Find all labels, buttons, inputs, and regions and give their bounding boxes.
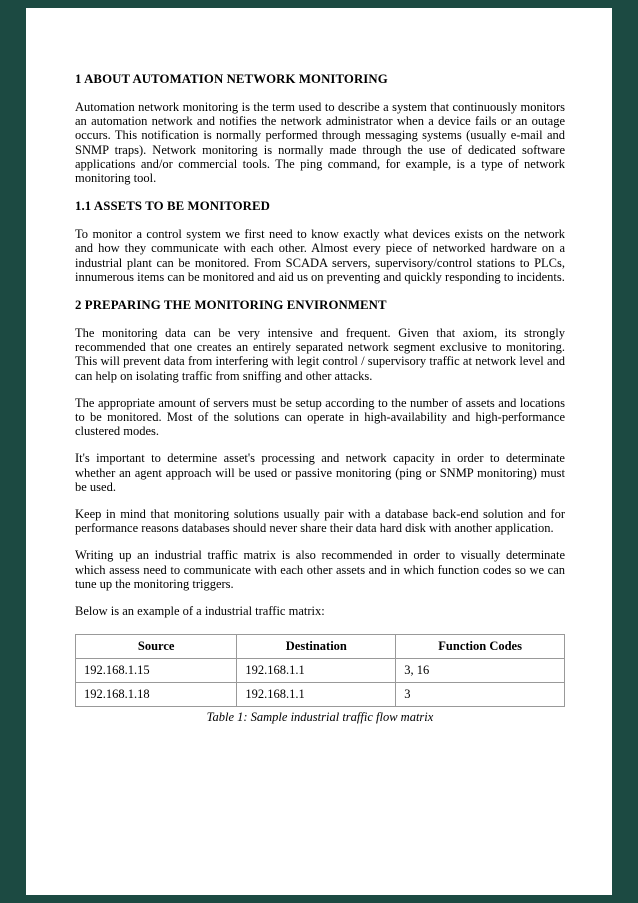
table-row [76,683,565,707]
paragraph-traffic-matrix: Writing up an industrial traffic matrix is also recommended in order to visually determinate which assess need to communicate with each other assets and in which function codes so we can tune up the monitoring triggers. [75,548,565,591]
section-heading-preparing: 2 PREPARING THE MONITORING ENVIRONMENT [75,298,387,313]
table-header-destination: Destination [237,635,396,659]
paragraph-assets: To monitor a control system we first need to know exactly what devices exists on the network and how they communicate with each other. Almost every piece of networked hardware on a industrial plant can be monitored. From SCADA servers, supervisory/control stations to PLCs, innumerous items can be monitored and aid us on preventing and quickly responding to incidents. [75,227,565,284]
table-cell-source: 192.168.1.15 [76,659,237,683]
traffic-matrix-table [75,634,565,707]
table-header-row [76,635,565,659]
paragraph-about-monitoring: Automation network monitoring is the term used to describe a system that continuously monitors an automation network and notifies the network administrator when a device fails or an outage occurs. This notification is normally performed through messaging systems (usually e-mail and SNMP traps). Network monitoring is normally made through the use of dedicated software applications and/or commercial tools. The ping command, for example, is a type of network monitoring tool. [75,100,565,186]
document-page [26,8,612,895]
paragraph-table-intro: Below is an example of a industrial traffic matrix: [75,604,325,619]
section-heading-about: 1 ABOUT AUTOMATION NETWORK MONITORING [75,72,388,86]
paragraph-agent-approach: It's important to determine asset's processing and network capacity in order to determinate whether an agent approach will be used or passive monitoring (ping or SNMP monitoring) must be used. [75,451,565,494]
table-cell-source: 192.168.1.18 [76,683,237,707]
table-header-source: Source [76,635,237,659]
paragraph-monitoring-data: The monitoring data can be very intensive and frequent. Given that axiom, its strongly recommended that one creates an entirely separated network segment exclusive to monitoring. This will prevent data from interfering with legit control / supervisory traffic at network level and can help on isolating traffic from sniffing and other attacks. [75,326,565,383]
section-heading-assets: 1.1 ASSETS TO BE MONITORED [75,199,270,214]
table-cell-function-codes: 3, 16 [396,659,565,683]
table-caption: Table 1: Sample industrial traffic flow matrix [206,710,434,725]
table-cell-function-codes: 3 [396,683,565,707]
table-cell-destination: 192.168.1.1 [237,659,396,683]
table-header-function-codes: Function Codes [396,635,565,659]
paragraph-database-backend: Keep in mind that monitoring solutions usually pair with a database back-end solution and for performance reasons databases should never share their data hard disk with another application. [75,507,565,536]
table-cell-destination: 192.168.1.1 [237,683,396,707]
paragraph-servers-amount: The appropriate amount of servers must be setup according to the number of assets and locations to be monitored. Most of the solutions can operate in high-availability and high-performance clustered modes. [75,395,565,439]
table-row [76,659,565,683]
